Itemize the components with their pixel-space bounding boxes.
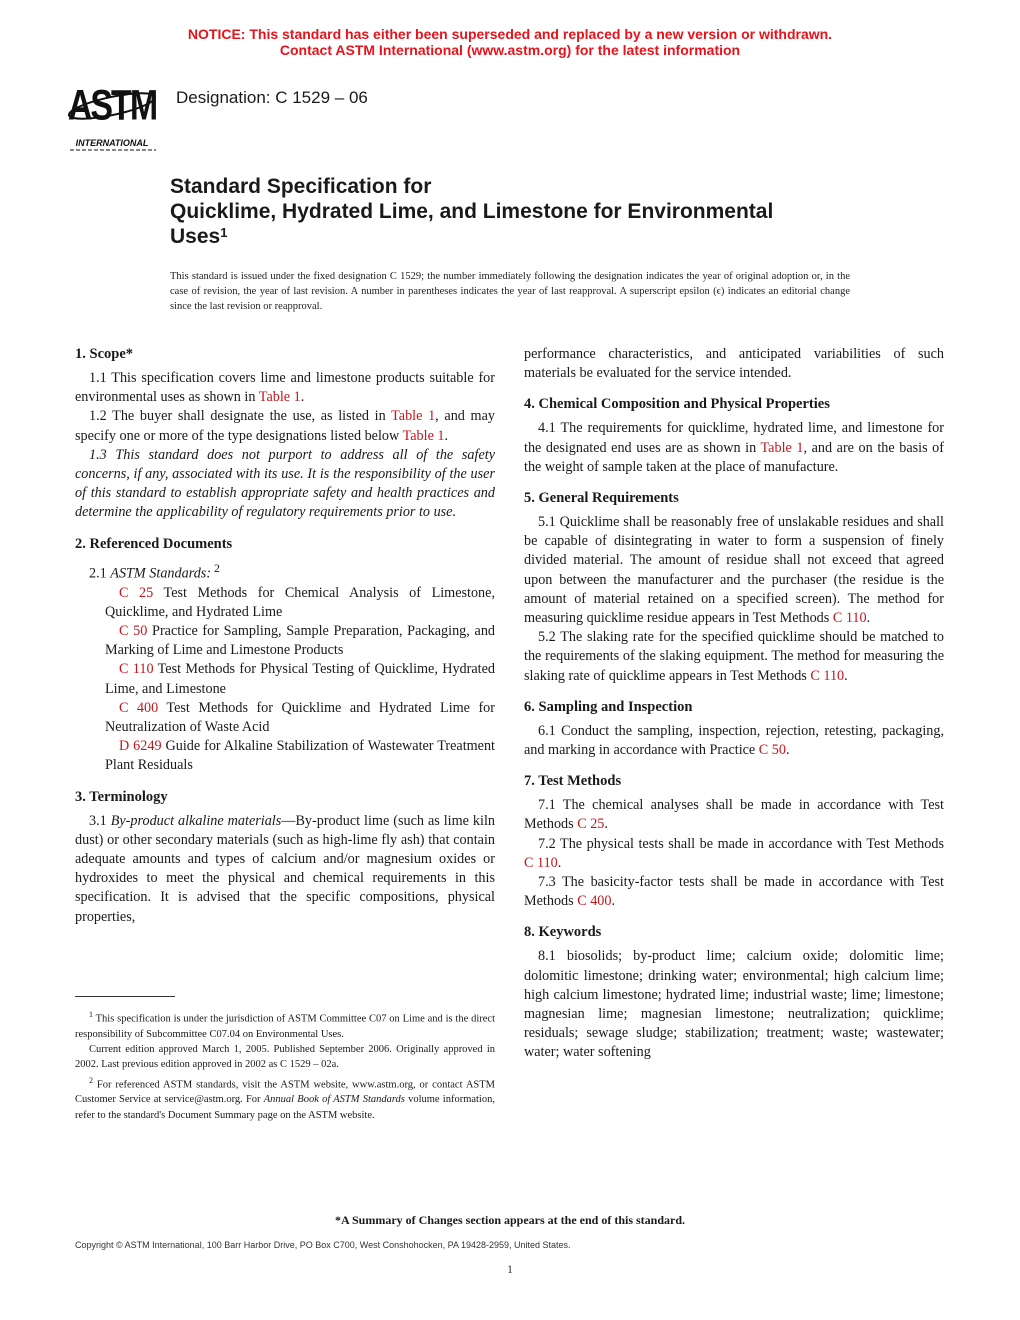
footnote-1: $^1$ This specification is under the jurisdiction of ASTM Committee C07 on Lime and is the direct responsibility of Subcommittee C07.04 on Environmental Uses. <box>75 1010 495 1040</box>
astm-international-logo-icon <box>66 76 162 152</box>
paragraph-2-1: 2.1 ASTM Standards: $^2$ <box>89 560 220 582</box>
section-3-continued <box>524 345 944 383</box>
footnote-1-edition: Current edition approved March 1, 2005. Published September 2006. Originally approved in 2002. Last previous edition approved in 2002 as C 1529 – 02a. <box>75 1044 495 1071</box>
section-1-scope <box>75 345 495 523</box>
paragraph-3-1: 3.1 By-product alkaline materials—By-product lime (such as lime kiln dust) or other secondary materials (such as high-lime fly ash) that contain adequate amounts and types of calcium and/or magnesium oxides or hydroxides to meet the physical and chemical requirements in this specification. It is advised that the specific compositions, physical properties, <box>75 812 495 925</box>
footnote-2: $^2$ For referenced ASTM standards, visit the ASTM website, www.astm.org, or contact ASTM Customer Service at service@astm.org. For Annual Book of ASTM Standards volume information, refer to the standard's Document Summary page on the ASTM website. <box>75 1075 495 1121</box>
paragraph-1-3: 1.3 This standard does not purport to address all of the safety concerns, if any, associated with its use. It is the responsibility of the user of this standard to establish appropriate safety and health practices and determine the applicability of regulatory requirements prior to use. <box>75 446 495 521</box>
title-line-3: Uses$^1$ <box>170 225 228 248</box>
section-heading: 8. Keywords <box>524 924 602 941</box>
summary-of-changes-note: *A Summary of Changes section appears at the end of this standard. <box>334 1213 686 1227</box>
table-1-link[interactable]: Table 1 <box>402 427 445 444</box>
reference-link-c400[interactable]: C 400 <box>577 893 612 910</box>
paragraph-5-2: 5.2 The slaking rate for the specified quicklime should be matched to the requirements of the slaking equipment. The method for measuring the slaking rate of quicklime appears in Test Methods C 110. <box>524 629 944 684</box>
notice-line-2: Contact ASTM International (www.astm.org) for the latest information <box>279 42 741 58</box>
title-footnote-mark[interactable]: 1 <box>220 225 228 240</box>
table-1-link[interactable]: Table 1 <box>760 439 804 456</box>
reference-item: C 50 Practice for Sampling, Sample Preparation, Packaging, and Marking of Lime and Limestone Products <box>105 622 496 659</box>
table-1-link[interactable]: Table 1 <box>258 389 301 406</box>
reference-link-c25[interactable]: C 25 <box>119 584 154 601</box>
paragraph-7-1: 7.1 The chemical analyses shall be made in accordance with Test Methods C 25. <box>524 797 944 833</box>
reference-link-c25[interactable]: C 25 <box>577 816 605 833</box>
section-3-terminology <box>75 788 495 927</box>
paragraph-3-1-continued: performance characteristics, and anticipated variabilities of such materials be evaluated for the service intended. <box>524 346 944 382</box>
footnotes <box>75 996 495 1123</box>
paragraph-7-3: 7.3 The basicity-factor tests shall be made in accordance with Test Methods C 400. <box>524 874 944 910</box>
paragraph-1-1: 1.1 This specification covers lime and limestone products suitable for environmental uses as shown in Table 1. <box>75 370 495 406</box>
section-heading: 1. Scope* <box>75 346 133 362</box>
paragraph-6-1: 6.1 Conduct the sampling, inspection, rejection, retesting, packaging, and marking in accordance with Practice C 50. <box>524 722 944 759</box>
paragraph-7-2: 7.2 The physical tests shall be made in accordance with Test Methods C 110. <box>524 835 944 871</box>
reference-item: C 25 Test Methods for Chemical Analysis of Limestone, Quicklime, and Hydrated Lime <box>105 584 495 620</box>
reference-link-c110[interactable]: C 110 <box>524 854 558 871</box>
reference-item: C 400 Test Methods for Quicklime and Hydrated Lime for Neutralization of Waste Acid <box>105 699 495 735</box>
reference-link-c110[interactable]: C 110 <box>119 661 154 678</box>
section-7-test-methods <box>524 772 944 911</box>
paragraph-1-2: 1.2 The buyer shall designate the use, as listed in Table 1, and may specify one or more of the type designations listed below Table 1. <box>75 408 495 444</box>
copyright: Copyright © ASTM International, 100 Barr Harbor Drive, PO Box C700, West Conshohocken, PA 19428-2959, United States. <box>75 1240 571 1250</box>
page-number: 1 <box>507 1262 513 1276</box>
section-heading: 2. Referenced Documents <box>75 535 233 552</box>
paragraph-5-1: 5.1 Quicklime shall be reasonably free of unslakable residues and shall be capable of disintegrating in water to form a suspension of finely divided material. The amount of residue shall not exceed that agreed upon between the manufacturer and the purchaser (the residue is the amount of material retained on a specified screen). The method for measuring quicklime residue appears in Test Methods C 110. <box>524 514 944 627</box>
section-8-keywords <box>524 923 944 1062</box>
paragraph-8-1: 8.1 biosolids; by-product lime; calcium oxide; dolomitic lime; dolomitic limestone; drinking water; environmental; high calcium lime; high calcium limestone; hydrated lime; industrial waste; lime; limestone; magnesian lime; magnesian limestone; neutralization; quicklime; residuals; sewage sludge; stabilization; treatment; waste; wastewater; water; water softening <box>524 948 944 1061</box>
footnote-2-mark[interactable]: 2 <box>211 560 220 575</box>
document-title <box>170 174 890 249</box>
left-column <box>75 345 495 939</box>
reference-list <box>75 584 495 776</box>
designation: Designation: C 1529 – 06 <box>176 88 368 107</box>
reference-link-c50[interactable]: C 50 <box>758 742 786 759</box>
reference-item: C 110 Test Methods for Physical Testing of Quicklime, Hydrated Lime, and Limestone <box>105 661 496 697</box>
footnote-divider <box>75 996 175 997</box>
section-heading: 5. General Requirements <box>524 490 679 507</box>
section-4-chemical-composition <box>524 395 944 477</box>
section-6-sampling <box>524 698 944 760</box>
reference-link-c50[interactable]: C 50 <box>119 622 148 639</box>
title-line-2: Quicklime, Hydrated Lime, and Limestone for Environmental <box>170 200 774 223</box>
section-heading: 4. Chemical Composition and Physical Properties <box>524 396 830 413</box>
table-1-link[interactable]: Table 1 <box>391 408 436 425</box>
paragraph-4-1: 4.1 The requirements for quicklime, hydrated lime, and limestone for the designated end uses are as shown in Table 1, and are on the basis of the weight of sample taken at the place of manufacture. <box>524 420 944 475</box>
supersession-notice <box>0 26 1020 58</box>
right-column <box>524 345 944 1075</box>
section-heading: 3. Terminology <box>75 788 168 805</box>
reference-link-c400[interactable]: C 400 <box>119 699 159 716</box>
title-line-1: Standard Specification for <box>170 175 432 198</box>
svg-text:ASTM: ASTM <box>67 82 157 130</box>
reference-link-c110[interactable]: C 110 <box>810 667 845 684</box>
section-2-referenced-documents <box>75 535 495 776</box>
svg-text:INTERNATIONAL: INTERNATIONAL <box>75 138 149 148</box>
notice-line-1: NOTICE: This standard has either been superseded and replaced by a new version or withdrawn. <box>187 26 833 42</box>
section-5-general-requirements <box>524 489 944 686</box>
reference-item: D 6249 Guide for Alkaline Stabilization of Wastewater Treatment Plant Residuals <box>105 738 495 774</box>
issuance-statement: This standard is issued under the fixed designation C 1529; the number immediately following the designation indicates the year of original adoption or, in the case of revision, the year of last revision. A number in parentheses indicates the year of last reapproval. A superscript epsilon (ϵ) indicates an editorial change since the last revision or reapproval. <box>170 271 850 312</box>
section-heading: 6. Sampling and Inspection <box>524 698 693 715</box>
section-heading: 7. Test Methods <box>524 773 622 790</box>
reference-link-d6249[interactable]: D 6249 <box>119 738 162 755</box>
reference-link-c110[interactable]: C 110 <box>832 610 867 627</box>
